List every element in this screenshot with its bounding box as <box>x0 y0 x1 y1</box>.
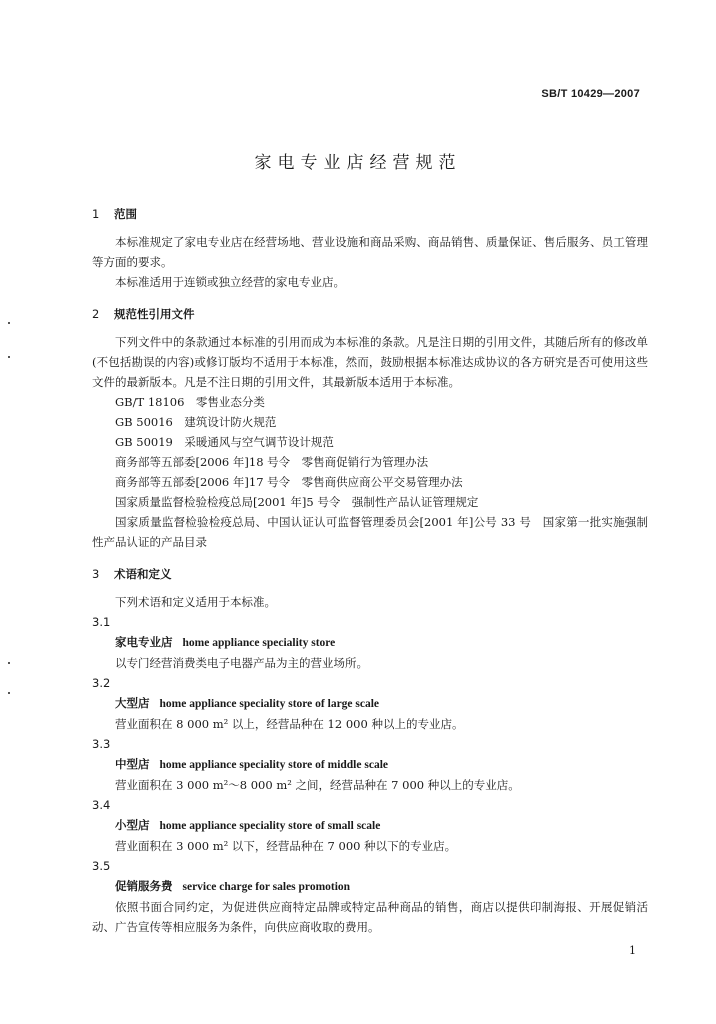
term-name <box>92 632 648 653</box>
term-number: 3.1 <box>92 615 111 629</box>
section-number: 1 <box>92 207 100 221</box>
term-english: home appliance speciality store of middle scale <box>159 759 388 771</box>
term-definition: 营业面积在 3 000 m²～8 000 m² 之间，经营品种在 7 000 种以上的专业店。 <box>115 778 520 792</box>
term-chinese: 小型店 <box>115 818 150 832</box>
term-definition: 营业面积在 8 000 m² 以上，经营品种在 12 000 种以上的专业店。 <box>115 717 464 731</box>
term-number: 3.4 <box>92 798 111 812</box>
scan-mark <box>8 322 10 324</box>
scan-mark <box>8 662 10 664</box>
term-name <box>92 754 648 775</box>
term-number: 3.2 <box>92 676 111 690</box>
term-english: home appliance speciality store of small scale <box>159 820 381 832</box>
term-definition: 营业面积在 3 000 m² 以下，经营品种在 7 000 种以下的专业店。 <box>115 839 457 853</box>
reference-item: 国家质量监督检验检疫总局、中国认证认可监督管理委员会[2001 年]公号 33 号 国家第一批实施强制性产品认证的产品目录 <box>92 515 648 549</box>
terms-intro: 下列术语和定义适用于本标准。 <box>115 595 276 609</box>
term-name <box>92 815 648 836</box>
reference-item: GB 50019 采暖通风与空气调节设计规范 <box>115 435 334 449</box>
term-entry <box>92 673 648 734</box>
term-entry <box>92 856 648 937</box>
reference-item: GB/T 18106 零售业态分类 <box>115 395 265 409</box>
standard-code: SB/T 10429—2007 <box>541 88 640 100</box>
reference-item: 商务部等五部委[2006 年]17 号令 零售商供应商公平交易管理办法 <box>115 475 463 489</box>
scope-paragraph: 本标准规定了家电专业店在经营场地、营业设施和商品采购、商品销售、质量保证、售后服务、员工管理等方面的要求。 <box>92 235 648 269</box>
term-english: home appliance speciality store of large scale <box>159 698 380 710</box>
term-chinese: 家电专业店 <box>115 635 173 649</box>
term-chinese: 大型店 <box>115 696 150 710</box>
reference-item: 商务部等五部委[2006 年]18 号令 零售商促销行为管理办法 <box>115 455 429 469</box>
term-number: 3.3 <box>92 737 111 751</box>
term-english: service charge for sales promotion <box>182 881 351 893</box>
section-title: 术语和定义 <box>114 567 172 581</box>
term-definition: 以专门经营消费类电子电器产品为主的营业场所。 <box>115 656 368 670</box>
scan-mark <box>8 356 10 358</box>
reference-item: 国家质量监督检验检疫总局[2001 年]5 号令 强制性产品认证管理规定 <box>115 495 479 509</box>
term-chinese: 中型店 <box>115 757 150 771</box>
term-english: home appliance speciality store <box>182 637 336 649</box>
document-body <box>92 204 648 937</box>
scope-paragraph: 本标准适用于连锁或独立经营的家电专业店。 <box>115 275 345 289</box>
section-title: 规范性引用文件 <box>114 307 195 321</box>
term-entry <box>92 612 648 673</box>
normative-intro: 下列文件中的条款通过本标准的引用而成为本标准的条款。凡是注日期的引用文件，其随后所有的修改单(不包括勘误的内容)或修订版均不适用于本标准，然而，鼓励根据本标准达成协议的各方研究是否可使用这些文件的最新版本。凡是不注日期的引用文件，其最新版本适用于本标准。 <box>92 335 648 389</box>
term-number: 3.5 <box>92 859 111 873</box>
term-entry <box>92 795 648 856</box>
section-title: 范围 <box>114 207 137 221</box>
reference-item: GB 50016 建筑设计防火规范 <box>115 415 277 429</box>
section-heading-terms <box>92 564 648 584</box>
term-chinese: 促销服务费 <box>115 879 173 893</box>
section-heading-scope <box>92 204 648 224</box>
document-title: 家电专业店经营规范 <box>254 153 462 173</box>
page-number: 1 <box>629 944 636 957</box>
term-entry <box>92 734 648 795</box>
scan-mark <box>8 692 10 694</box>
section-number: 3 <box>92 567 100 581</box>
section-heading-normative <box>92 304 648 324</box>
term-definition: 依照书面合同约定，为促进供应商特定品牌或特定品种商品的销售，商店以提供印制海报、开展促销活动、广告宣传等相应服务为条件，向供应商收取的费用。 <box>92 900 648 934</box>
term-name <box>92 876 648 897</box>
section-number: 2 <box>92 307 100 321</box>
term-name <box>92 693 648 714</box>
